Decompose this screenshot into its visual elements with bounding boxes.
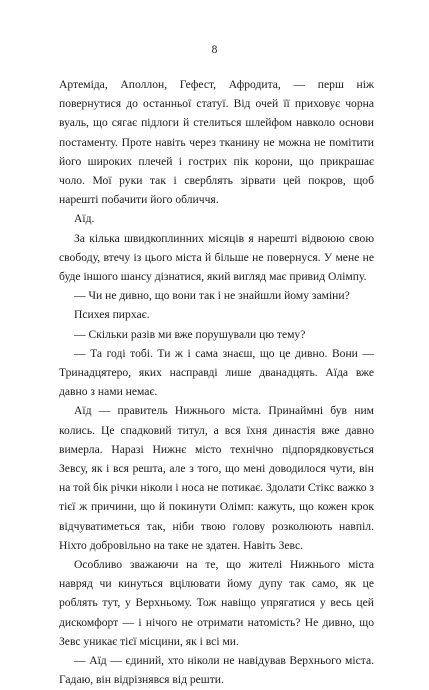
dialogue-line: — Чи не дивно, що вони так і не знайшли йому заміни? bbox=[74, 289, 350, 303]
dialogue-line: — Та годі тобі. Ти ж і сама знаєш, що це дивно. Вони — Тринадцятеро, яких насправді лише дванадцять. Аїда вже давно з нами немає. bbox=[59, 346, 374, 399]
paragraph: Аїд — правитель Нижнього міста. Принаймні був ним колись. Це спадковий титул, а вся їхня династія вже давно вимерла. Наразі Нижнє місто технічно підпорядковується Зевсу, як і вся решта, але з того, що мені доводилося чути, він на той бік річки ніколи і носа не потикає. Здолати Стікс важко з тієї ж причини, що й покинути Олімп: кажуть, що кожен крок відчуватиметься так, ніби твою голову розколюють навпіл. Ніхто добровільно на таке не здатен. Навіть Зевс. bbox=[59, 404, 374, 552]
body-text bbox=[59, 75, 374, 690]
page-number: 8 bbox=[211, 44, 218, 56]
paragraph: Особливо зважаючи на те, що жителі Нижнього міста навряд чи кинуться вцілювати йому дупу так само, як це роблять тут, у Верхньому. Тож навіщо упрягатися у весь цей дискомфорт — і нічого не отримати натомість? Не дивно, що Зевс уникає тієї місцини, як і всі ми. bbox=[59, 558, 374, 648]
paragraph: Психея пирхає. bbox=[74, 308, 150, 322]
paragraph: Артеміда, Аполлон, Гефест, Афродита, — перш ніж повернутися до останньої статуї. Від очей її приховує чорна вуаль, що сягає підлоги й стелиться шлейфом навколо основи постаменту. Проте навіть через тканину не можна не помітити його широких плечей і гострих пік корони, що прикрашає чоло. Мої руки так і сверблять зірвати цей покров, щоб нарешті побачити його обличчя. bbox=[59, 78, 374, 207]
paragraph: За кілька швидкоплинних місяців я нарешті відвоюю свою свободу, втечу із цього міста й більше не повернуся. У мене не буде іншого шансу дізнатися, який вигляд має привид Олімпу. bbox=[59, 231, 374, 284]
dialogue-line: — Скільки разів ми вже порушували цю тему? bbox=[74, 327, 306, 341]
dialogue-line: — Аїд — єдиний, хто ніколи не навідував Верхнього міста. Гадаю, він відрізнявся від решти. bbox=[59, 654, 374, 687]
paragraph: Аїд. bbox=[74, 212, 95, 226]
